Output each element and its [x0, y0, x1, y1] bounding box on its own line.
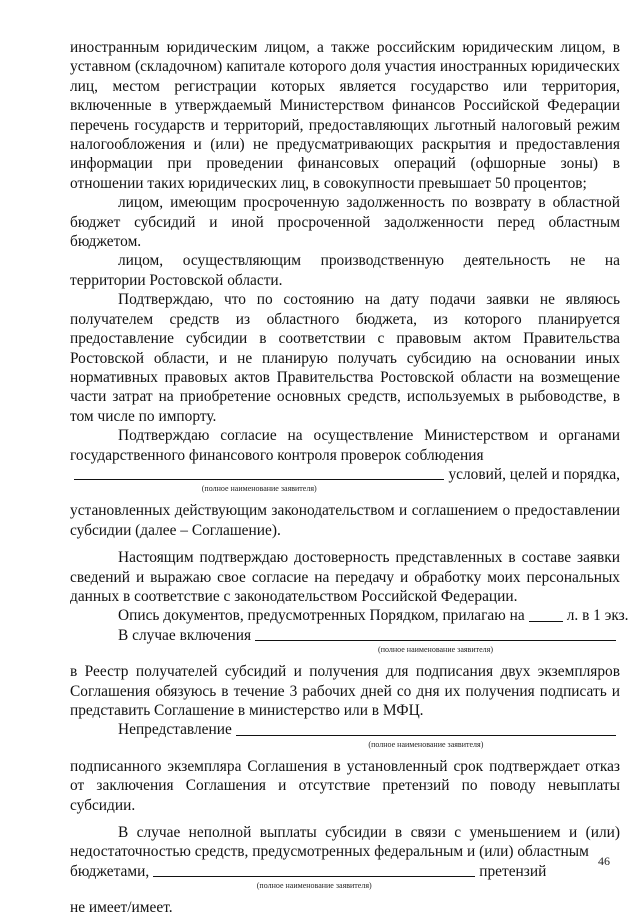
budget-text: бюджетами, [70, 862, 150, 880]
inclusion-line [70, 626, 620, 655]
line-trailing-text: условий, целей и порядка, [448, 465, 620, 483]
applicant-name-field-2[interactable] [255, 626, 616, 655]
field-caption: (полное наименование заявителя) [368, 739, 484, 749]
budget-line [70, 862, 620, 891]
paragraph-claims: не имеет/имеет. [70, 899, 173, 917]
paragraph-refusal: подписанного экземпляра Соглашения в установленный срок подтверждает отказ от заключения Соглашения и отсутствие претензий по поводу невыплаты субсидии. [70, 757, 620, 814]
paragraph-debt: лицом, имеющим просроченную задолженность по возврату в областной бюджет субсидий и иной просроченной задолженности перед областным бюджетом. [70, 194, 620, 251]
paragraph-offshore: иностранным юридическим лицом, а также российским юридическим лицом, в уставном (складочном) капитале которого доля участия иностранных юридических лиц, местом регистрации которых является государство или территория, включенные в утверждаемый Министерством финансов Российской Федерации перечень государств и территорий, предоставляющих льготный налоговый режим налогообложения и (или) не предусматривающих раскрытия и предоставления информации при проведении финансовых операций (офшорные зоны) в отношении таких юридических лиц, в совокупности превышает 50 процентов; [70, 39, 620, 192]
field-caption: (полное наименование заявителя) [201, 484, 317, 494]
document-body [70, 38, 629, 918]
inclusion-text: В случае включения [118, 626, 252, 644]
paragraph-confirm-not-recipient: Подтверждаю, что по состоянию на дату подачи заявки не являюсь получателем средств из областного бюджета, из которого планируется предоставление субсидии в соответствии с правовым актом Правительства Ростовской области, и не планирую получать субсидию на основании иных нормативных правовых актов Правительства Ростовской области на возмещение части затрат на приобретение основных средств, используемых в рыбоводстве, в том числе по импорту. [70, 291, 620, 425]
inventory-text-end: л. в 1 экз. [566, 607, 629, 625]
paragraph-registry: в Реестр получателей субсидий и получения для подписания двух экземпляров Соглашения обязуюсь в течение 3 рабочих дней со дня их получения подписать и представить Соглашение в министерство или в МФЦ. [70, 663, 620, 719]
pages-count-field[interactable] [529, 607, 563, 622]
field-caption: (полное наименование заявителя) [378, 645, 493, 655]
paragraph-partial-payment: В случае неполной выплаты субсидии в связи с уменьшением и (или) недостаточностью средств, предусмотренных федеральным и (или) областным [70, 824, 620, 861]
nonsubmission-text: Непредставление [118, 721, 232, 739]
paragraph-consent-inspection: Подтверждаю согласие на осуществление Министерством и органами государственного финансового контроля проверок соблюдения [70, 427, 620, 464]
inventory-text: Опись документов, предусмотренных Порядком, прилагаю на [118, 607, 525, 625]
applicant-name-field-4[interactable] [153, 862, 475, 891]
paragraph-authenticity: Настоящим подтверждаю достоверность представленных в составе заявки сведений и выражаю свое согласие на передачу и обработку моих персональных данных в соответствие с законодательством Российской Федерации. [70, 549, 620, 605]
field-caption: (полное наименование заявителя) [256, 881, 372, 891]
applicant-name-field-3[interactable] [236, 721, 616, 749]
claims-text: претензий [479, 862, 547, 880]
nonsubmission-line [70, 720, 620, 749]
inventory-line [70, 606, 629, 625]
applicant-name-field-1[interactable] [74, 465, 444, 494]
page-number: 46 [598, 854, 610, 868]
applicant-name-line-1 [70, 465, 620, 494]
paragraph-territory: лицом, осуществляющим производственную деятельность не на территории Ростовской области. [70, 252, 620, 289]
paragraph-consent-continuation: установленных действующим законодательством и соглашением о предоставлении субсидии (далее – Соглашение). [70, 502, 620, 539]
